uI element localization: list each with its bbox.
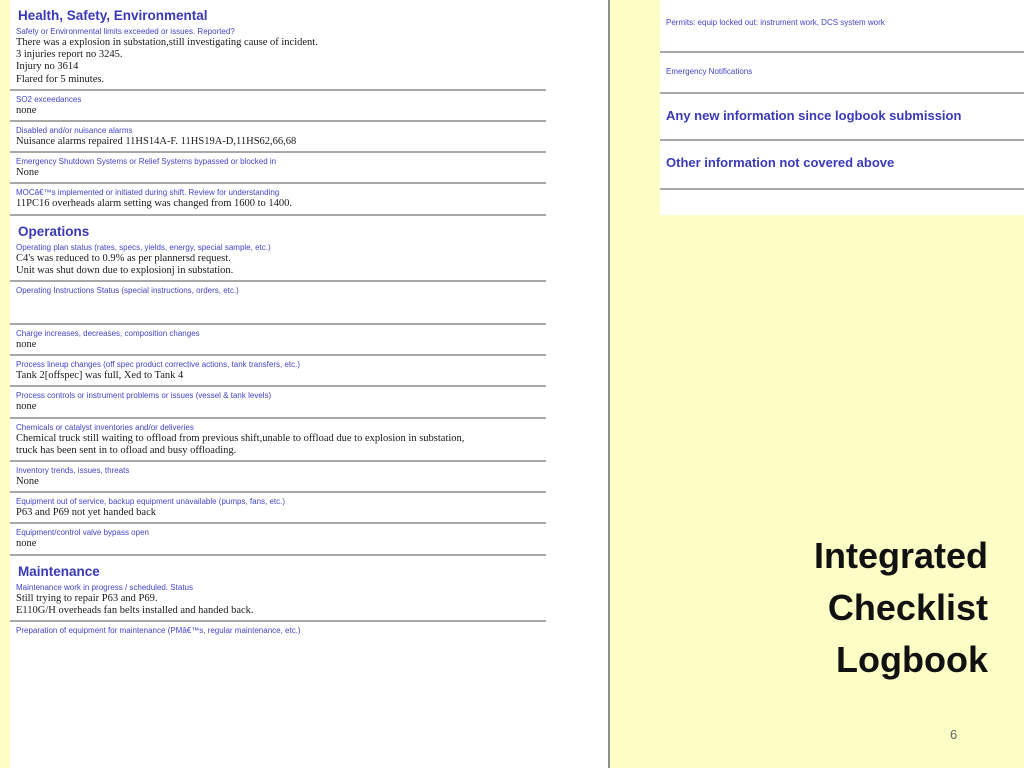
field-label: Operating plan status (rates, specs, yields, energy, special sample, etc.) (16, 242, 271, 252)
field-maintenance-work (10, 579, 546, 622)
field-process-lineup (10, 356, 546, 387)
logbook-right-page (660, 0, 1024, 215)
field-label: Safety or Environmental limits exceeded or issues. Reported? (16, 27, 235, 36)
field-label: Process controls or instrument problems or issues (vessel & tank levels) (16, 391, 272, 401)
field-value: Tank 2[offspec] was full, Xed to Tank 4 (16, 370, 184, 382)
logbook-left-page (10, 0, 610, 768)
slide-page-number: 6 (950, 727, 958, 742)
field-permits (660, 0, 1024, 53)
field-mocs (10, 184, 546, 215)
field-inventory-trends (10, 462, 546, 493)
field-value: None (16, 476, 39, 488)
field-value: Nuisance alarms repaired 11HS14A-F. 11HS19A-D,11HS62,66,68 (16, 136, 297, 148)
field-label: Emergency Notifications (666, 67, 753, 76)
field-value: There was a explosion in substation,still investigating cause of incident. 3 injuries report no 3245. Injury no 3614 Flared for 5 minutes. (16, 37, 318, 85)
slide-title-line: Checklist (827, 587, 988, 628)
field-operating-plan (10, 239, 546, 282)
field-label: Equipment/control valve bypass open (16, 528, 149, 538)
section-header-maintenance: Maintenance (18, 563, 100, 579)
field-valve-bypass (10, 524, 546, 555)
field-nuisance-alarms (10, 122, 546, 153)
field-label: Chemicals or catalyst inventories and/or deliveries (16, 422, 194, 432)
slide-title-line: Logbook (836, 639, 988, 680)
field-value: none (16, 401, 37, 413)
field-label: Preparation of equipment for maintenance (PMâ€™s, regular maintenance, etc.) (16, 626, 301, 636)
field-label: Permits: equip locked out: instrument work, DCS system work (666, 18, 885, 27)
field-so2-exceedances (10, 91, 546, 122)
section-header-operations: Operations (18, 223, 90, 239)
section-header-hse: Health, Safety, Environmental (18, 8, 208, 23)
field-value: 11PC16 overheads alarm setting was changed from 1600 to 1400. (16, 198, 293, 210)
slide-title (814, 530, 988, 686)
field-value: Chemical truck still waiting to offload from previous shift,unable to offload due to explosion in substation, truck has been sent in to ofload and busy offloading. (16, 432, 465, 456)
field-label: Disabled and/or nuisance alarms (16, 126, 133, 136)
field-label: Operating Instructions Status (special instructions, orders, etc.) (16, 286, 239, 296)
field-label: Charge increases, decreases, composition changes (16, 329, 200, 339)
field-esd-bypassed (10, 153, 546, 184)
field-value: None (16, 167, 39, 179)
field-value: none (16, 339, 37, 351)
field-emergency-notifications (660, 53, 1024, 94)
field-chemicals-inventories (10, 419, 546, 462)
field-value (16, 296, 546, 323)
field-value: Still trying to repair P63 and P69. E110G/H overheads fan belts installed and handed back. (16, 592, 254, 616)
field-value: C4's was reduced to 0.9% as per plannersd request. Unit was shut down due to explosionj in substation. (16, 252, 234, 276)
field-operating-instructions (10, 282, 546, 325)
field-label: Emergency Shutdown Systems or Relief Systems bypassed or blocked in (16, 157, 277, 167)
field-maintenance-preparation (10, 622, 546, 651)
field-label: Inventory trends, issues, threats (16, 466, 130, 476)
field-label: SO2 exceedances (16, 94, 82, 104)
field-process-controls (10, 387, 546, 418)
section-header-new-information: Any new information since logbook submission (660, 94, 1024, 141)
field-value (666, 77, 1024, 92)
field-value: none (16, 538, 37, 550)
field-equipment-out-of-service (10, 493, 546, 524)
field-safety-limits (10, 23, 546, 91)
section-header-other-information: Other information not covered above (660, 141, 1024, 190)
field-label: Maintenance work in progress / scheduled. Status (16, 582, 193, 592)
slide-title-line: Integrated (813, 535, 988, 576)
field-value (666, 28, 1024, 51)
field-label: Equipment out of service, backup equipment unavailable (pumps, fans, etc.) (16, 497, 286, 507)
field-label: Process lineup changes (off spec product corrective actions, tank transfers, etc.) (16, 360, 300, 370)
field-value: P63 and P69 not yet handed back (16, 507, 156, 519)
field-charge-changes (10, 325, 546, 356)
field-label: MOCâ€™s implemented or initiated during shift. Review for understanding (16, 188, 280, 198)
field-value: none (16, 104, 37, 116)
field-value (16, 636, 546, 651)
